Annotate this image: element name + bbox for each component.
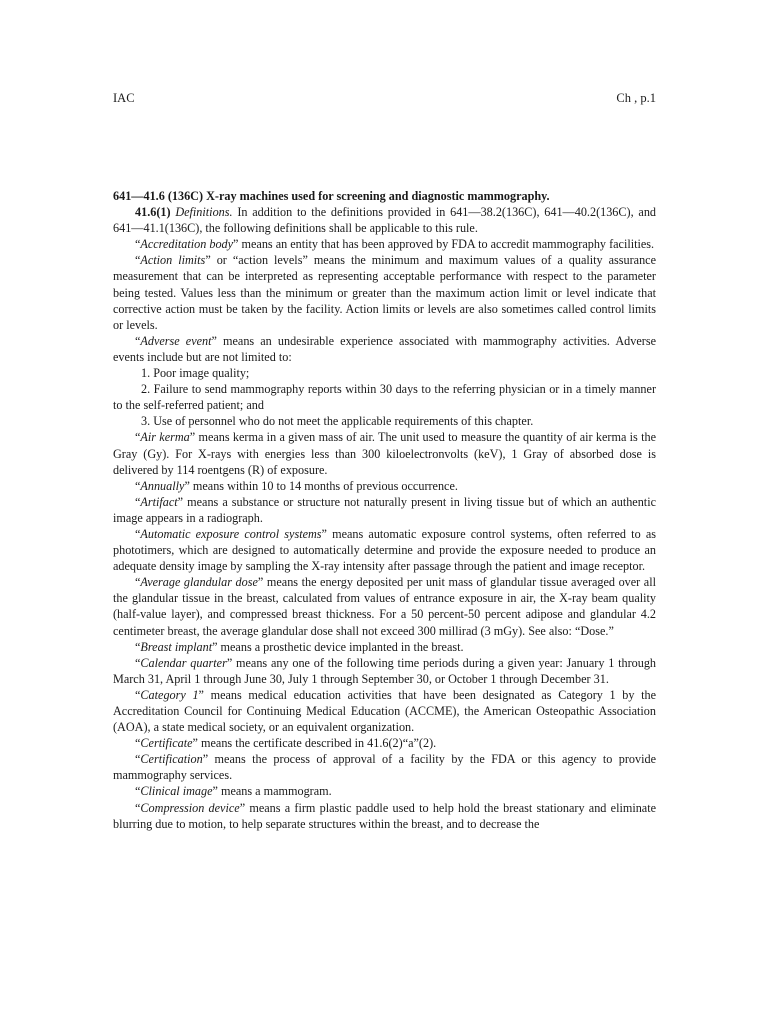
definition-paragraph (113, 655, 656, 687)
definition-list (113, 429, 656, 831)
open-quote: “ (135, 333, 141, 348)
open-quote: “ (135, 253, 141, 268)
definition-paragraph (113, 333, 656, 365)
definition-text: means medical education activities that have been designated as Category 1 by the Accreditation Council for Continuing Medical Education (ACCME), the American Osteopathic Association (AOA), a state medical society, or an equivalent organization. (113, 687, 657, 735)
definition-term: Adverse event (140, 333, 212, 348)
adverse-event-item: 1. Poor image quality; (141, 366, 250, 381)
definition-paragraph (113, 478, 656, 494)
definition-paragraph (113, 800, 656, 832)
definition-text: means a mammogram. (217, 784, 332, 799)
definition-text: means a substance or structure not naturally present in living tissue but of which an authentic image appears in a radiograph. (113, 494, 656, 525)
open-quote: “ (135, 430, 141, 445)
definition-text: means an entity that has been approved by FDA to accredit mammography facilities. (238, 237, 655, 252)
definition-paragraph (113, 574, 656, 638)
open-quote: “ (135, 639, 141, 654)
definition-term: Average glandular dose (140, 575, 258, 590)
running-header-left: IAC (113, 91, 135, 105)
definition-term: Annually (140, 478, 185, 493)
close-quote: ” (192, 736, 198, 751)
open-quote: “ (135, 494, 141, 509)
subrule-intro (113, 204, 656, 236)
definition-paragraph (113, 735, 656, 751)
close-quote: ” (226, 655, 233, 670)
definition-text: means a prosthetic device implanted in the breast. (217, 639, 464, 654)
definition-term: Air kerma (140, 430, 190, 445)
definition-term: Certificate (140, 736, 193, 751)
running-header-right: Ch , p.1 (616, 91, 656, 105)
definition-paragraph (113, 783, 656, 799)
adverse-event-item: 3. Use of personnel who do not meet the applicable requirements of this chapter. (141, 414, 534, 429)
open-quote: “ (135, 687, 141, 702)
close-quote: ” (211, 333, 217, 348)
close-quote: ” (257, 575, 264, 590)
definition-term: Action limits (140, 253, 206, 268)
close-quote: ” (177, 494, 184, 509)
definition-text: means kerma in a given mass of air. The unit used to measure the quantity of air kerma is the Gray (Gy). For X-rays with energies less than 300 kiloelectronvolts (keV), 1 Gray of absorbed dose is delivered by 114 roentgens (R) of exposure. (113, 430, 656, 477)
close-quote: ” (205, 253, 211, 268)
document-body (113, 188, 656, 832)
open-quote: “ (135, 478, 141, 493)
definition-term: Breast implant (140, 639, 213, 654)
definition-paragraph (113, 252, 656, 332)
close-quote: ” (198, 687, 204, 702)
close-quote: ” (239, 800, 246, 815)
definition-paragraph (113, 639, 656, 655)
definition-term: Clinical image (140, 784, 213, 799)
definition-term: Automatic exposure control systems (140, 526, 322, 541)
open-quote: “ (135, 655, 141, 670)
open-quote: “ (135, 575, 141, 590)
adverse-event-list (113, 365, 656, 429)
definition-paragraph (113, 526, 656, 574)
definition-paragraph (113, 687, 656, 735)
definition-text: means the process of approval of a facility by the FDA or this agency to provide mammography services. (113, 752, 656, 783)
open-quote: “ (135, 736, 141, 751)
close-quote: ” (233, 237, 239, 252)
definition-term: Calendar quarter (140, 655, 227, 670)
definition-text: means a firm plastic paddle used to help hold the breast stationary and eliminate blurring due to motion, to help separate structures within the breast, and to decrease the (113, 800, 657, 831)
definition-text: means any one of the following time periods during a given year: January 1 through March 31, April 1 through June 30, July 1 through September 30, or October 1 through December 31. (113, 655, 657, 686)
open-quote: “ (135, 752, 141, 767)
close-quote: ” (321, 526, 327, 541)
close-quote: ” (184, 478, 190, 493)
definition-text: means automatic exposure control systems, often referred to as phototimers, which are designed to automatically determine and provide the exposure needed to produce an adequate density image by sampling the X-ray intensity after passage through the patient and image receptor. (113, 526, 656, 574)
definition-text: means an undesirable experience associated with mammography activities. Adverse events include but are not limited to: (113, 333, 656, 364)
definition-term: Category 1 (140, 687, 199, 702)
rule-heading: 641—41.6 (136C) X-ray machines used for screening and diagnostic mammography. (113, 189, 550, 203)
definition-paragraph (113, 429, 656, 477)
open-quote: “ (135, 800, 141, 815)
definition-term: Accreditation body (140, 237, 234, 252)
definition-text: means the certificate described in 41.6(2)“a”(2). (197, 736, 437, 751)
close-quote: ” (212, 639, 218, 654)
definition-term: Certification (140, 752, 203, 767)
definition-term: Compression device (140, 800, 240, 815)
close-quote: ” (202, 752, 209, 767)
definition-paragraph (113, 236, 656, 252)
open-quote: “ (135, 526, 141, 541)
subrule-text: In addition to the definitions provided in 641—38.2(136C), 641—40.2(136C), and 641—41.1(136C), the following definitions shall be applicable to this rule. (113, 205, 657, 236)
definition-term: Artifact (140, 494, 178, 509)
definition-list (113, 236, 656, 365)
open-quote: “ (135, 784, 141, 799)
definition-text: means the energy deposited per unit mass of glandular tissue averaged over all the glandular tissue in the breast, calculated from values of entrance exposure in air, the X-ray beam quality (half-value layer), and compressed breast thickness. For a 50 percent-50 percent adipose and glandular 4.2 centimeter breast, the average glandular dose shall not exceed 300 millirad (3 mGy). See also: “Dose.” (113, 575, 656, 638)
definition-paragraph (113, 751, 656, 783)
subrule-title: Definitions. (175, 205, 233, 220)
definition-paragraph (113, 494, 656, 526)
open-quote: “ (135, 237, 141, 252)
close-quote: ” (212, 784, 218, 799)
definition-text: means within 10 to 14 months of previous occurrence. (189, 478, 458, 493)
subrule-number: 41.6(1) (135, 205, 171, 220)
definition-text: or “action levels” means the minimum and maximum values of a quality assurance measurement that can be interpreted as representing acceptable performance with respect to the parameter being tested. Values less than the minimum or greater than the maximum action limit or level indicate that corrective action must be taken by the facility. Action limits or levels are also sometimes called control limits or levels. (113, 253, 656, 332)
adverse-event-item: 2. Failure to send mammography reports within 30 days to the referring physician or in a timely manner to the self-referred patient; and (113, 382, 656, 413)
close-quote: ” (189, 430, 196, 445)
